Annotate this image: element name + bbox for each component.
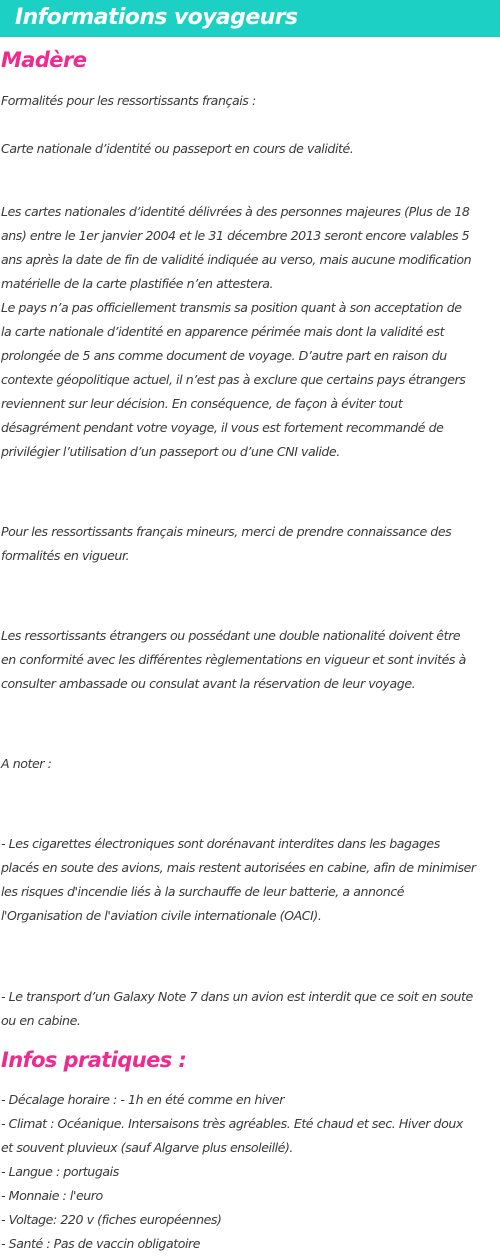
- practical-info-line: - Voltage: 220 v (fiches européennes): [1, 1212, 222, 1227]
- cni-paragraph-line: ans) entre le 1er janvier 2004 et le 31 décembre 2013 seront encore valables 5: [1, 228, 470, 243]
- destination-title: Madère: [1, 48, 87, 72]
- foreigners-paragraph-line: Les ressortissants étrangers ou possédant une double nationalité doivent être: [1, 628, 461, 643]
- foreigners-paragraph-line: en conformité avec les différentes règlementations en vigueur et sont invités à: [1, 652, 466, 667]
- cni-paragraph-line: Le pays n’a pas officiellement transmis sa position quant à son acceptation de: [1, 300, 462, 315]
- galaxy-note-line: ou en cabine.: [1, 1013, 81, 1028]
- practical-info-line: - Décalage horaire : - 1h en été comme en hiver: [1, 1092, 284, 1107]
- banner-title: Informations voyageurs: [15, 5, 298, 30]
- cni-paragraph-line: désagrément pendant votre voyage, il vous est fortement recommandé de: [1, 420, 444, 435]
- cni-paragraph-line: la carte nationale d’identité en apparence périmée mais dont la validité est: [1, 324, 445, 339]
- foreigners-paragraph-line: consulter ambassade ou consulat avant la réservation de leur voyage.: [1, 676, 416, 691]
- cni-paragraph-line: prolongée de 5 ans comme document de voyage. D’autre part en raison du: [1, 348, 447, 363]
- formalities-intro: Formalités pour les ressortissants français :: [1, 93, 256, 108]
- galaxy-note-line: - Le transport d’un Galaxy Note 7 dans un avion est interdit que ce soit en soute: [1, 989, 473, 1004]
- formalities-documents: Carte nationale d’identité ou passeport en cours de validité.: [1, 141, 354, 156]
- practical-info-line: - Climat : Océanique. Intersaisons très agréables. Eté chaud et sec. Hiver doux: [1, 1116, 463, 1131]
- notes-label: A noter :: [1, 756, 52, 771]
- cni-paragraph-line: ans après la date de fin de validité indiquée au verso, mais aucune modification: [1, 252, 472, 267]
- practical-info-line: - Santé : Pas de vaccin obligatoire: [1, 1236, 201, 1251]
- practical-info-line: - Langue : portugais: [1, 1164, 119, 1179]
- cni-paragraph-line: Les cartes nationales d’identité délivrées à des personnes majeures (Plus de 18: [1, 204, 470, 219]
- cigarettes-note-line: les risques d'incendie liés à la surchauffe de leur batterie, a annoncé: [1, 884, 405, 899]
- practical-info-title: Infos pratiques :: [1, 1048, 187, 1072]
- section-banner: [0, 0, 500, 37]
- cni-paragraph-line: reviennent sur leur décision. En conséquence, de façon à éviter tout: [1, 396, 403, 411]
- cni-paragraph-line: matérielle de la carte plastifiée n’en attestera.: [1, 276, 274, 291]
- practical-info-line: et souvent pluvieux (sauf Algarve plus ensoleillé).: [1, 1140, 293, 1155]
- cigarettes-note-line: - Les cigarettes électroniques sont dorénavant interdites dans les bagages: [1, 836, 440, 851]
- cigarettes-note-line: l'Organisation de l'aviation civile internationale (OACI).: [1, 908, 322, 923]
- minors-paragraph-line: formalités en vigueur.: [1, 548, 130, 563]
- cni-paragraph-line: contexte géopolitique actuel, il n’est pas à exclure que certains pays étrangers: [1, 372, 466, 387]
- minors-paragraph-line: Pour les ressortissants français mineurs, merci de prendre connaissance des: [1, 524, 452, 539]
- cigarettes-note-line: placés en soute des avions, mais restent autorisées en cabine, afin de minimiser: [1, 860, 476, 875]
- cni-paragraph-line: privilégier l’utilisation d’un passeport ou d’une CNI valide.: [1, 444, 340, 459]
- practical-info-line: - Monnaie : l'euro: [1, 1188, 103, 1203]
